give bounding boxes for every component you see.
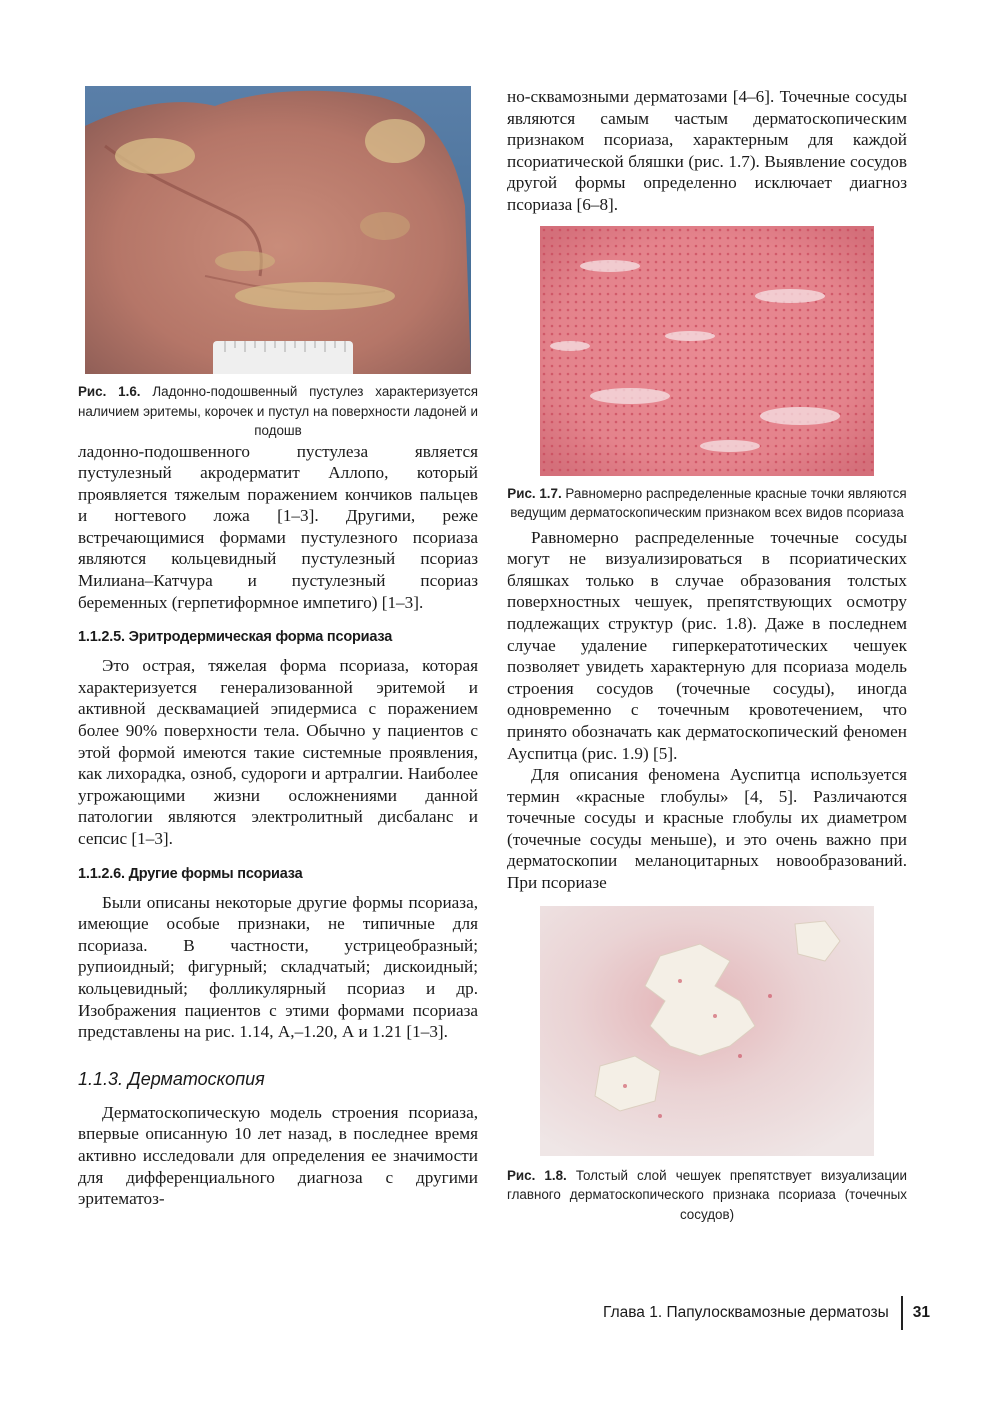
- left-paragraph-2: Это острая, тяжелая форма псориаза, которая характеризуется генерализованной эритемой и активной десквамацией эпидермиса с поражением более 90% поверхности тела. Обычно у пациентов с этой формой имеются такие системные проявления, как лихорадка, озноб, судороги и артралгии. Наиболее угрожающими жизни осложнениями данной патологии являются электролитный дисбаланс и сепсис [1–3].: [78, 656, 478, 848]
- figure-1-7-label: Рис. 1.7.: [507, 485, 562, 501]
- page-footer: [603, 1296, 930, 1330]
- palm-photo: [85, 86, 471, 374]
- left-paragraph-4: Дерматоскопическую модель строения псориаза, впервые описанную 10 лет назад, в последнее время активно исследовали для определения ее значимости для дифференциального диагноза с другими эритематоз-: [78, 1102, 478, 1209]
- figure-1-6-caption: [78, 382, 478, 441]
- left-column: [78, 86, 478, 1210]
- figure-1-6-text: Ладонно-подошвенный пустулез характеризуется наличием эритемы, корочек и пустул на поверхности ладоней и подошв: [78, 384, 478, 438]
- left-paragraph-1: ладонно-подошвенного пустулеза является пустулезный акродерматит Аллопо, который проявляется тяжелым поражением кончиков пальцев и ногтевого ложа [1–3]. Другими, реже встречающимися формами пустулезного псориаза являются кольцевидный пустулезный псориаз Милиана–Катчура и пустулезный псориаз беременных (герпетиформное импетиго) [1–3].: [78, 441, 478, 612]
- heading-other-forms: 1.1.2.6. Другие формы псориаза: [78, 865, 303, 882]
- footer-chapter-title: Глава 1. Папулосквамозные дерматозы: [603, 1304, 889, 1321]
- figure-1-7-text: Равномерно распределенные красные точки являются ведущим дерматоскопическим признаком всех видов псориаза: [510, 485, 907, 521]
- figure-1-6-label: Рис. 1.6.: [78, 384, 141, 399]
- figure-1-7-caption: [507, 484, 907, 523]
- right-paragraph-2: Равномерно распределенные точечные сосуды могут не визуализироваться в псориатических бляшках только в случае образования толстых поверхностных чешуек, препятствующих осмотру подлежащих структур (рис. 1.8). Даже в последнем случае удаление гиперкератотических чешуек позволяет увидеть характерную для псориаза модель строения сосудов (точечные сосуды), иногда одновременно с точечным кровотечением, что принято обозначать как дерматоскопический феномен Ауспитца (рис. 1.9) [5].: [507, 527, 907, 763]
- dermatoscopy-scales-photo: [540, 906, 874, 1156]
- right-paragraph-3: Для описания феномена Ауспитца используется термин «красные глобулы» [4, 5]. Различаются точечные сосуды и красные глобулы их диаметром (точечные сосуды меньше), и это очень важно при дерматоскопии меланоцитарных новообразований. При псориазе: [507, 765, 907, 893]
- right-column: [507, 86, 907, 1224]
- heading-dermatoscopy: 1.1.3. Дерматоскопия: [78, 1068, 265, 1089]
- figure-1-7-image: [540, 226, 874, 476]
- figure-1-8-image: [540, 906, 874, 1156]
- dermatoscopy-red-dots-photo: [540, 226, 874, 476]
- right-paragraph-1: но-сквамозными дерматозами [4–6]. Точечные сосуды являются самым частым дерматоскопическим признаком псориаза, характерным для каждой псориатической бляшки (рис. 1.7). Выявление сосудов другой формы определенно исключает диагноз псориаза [6–8].: [507, 87, 907, 214]
- figure-1-6-image: [85, 86, 471, 374]
- figure-1-8-label: Рис. 1.8.: [507, 1167, 567, 1183]
- page-number: 31: [912, 1304, 930, 1321]
- left-paragraph-3: Были описаны некоторые другие формы псориаза, имеющие особые признаки, не типичные для псориаза. В частности, устрицеобразный; рупиоидный; фигурный; складчатый; дискоидный; кольцевидный; фолликулярный псориаз и др. Изображения пациентов с этими формами псориаза представлены на рис. 1.14, А,–1.20, А и 1.21 [1–3].: [78, 892, 478, 1042]
- figure-1-8-caption: [507, 1166, 907, 1225]
- heading-erythrodermic: 1.1.2.5. Эритродермическая форма псориаза: [78, 629, 393, 646]
- figure-1-8-text: Толстый слой чешуек препятствует визуализации главного дерматоскопического признака псориаза (точечных сосудов): [507, 1167, 907, 1222]
